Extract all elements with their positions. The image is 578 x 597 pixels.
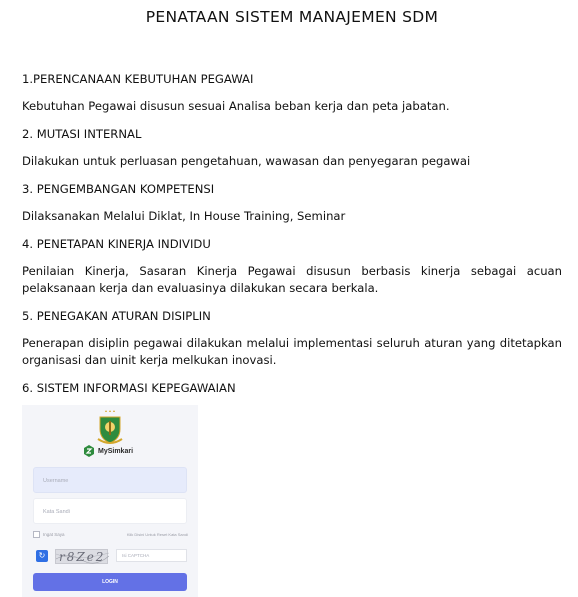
remember-checkbox[interactable] (33, 531, 40, 538)
section-text-mutasi: Dilakukan untuk perluasan pengetahuan, wawasan dan penyegaran pegawai (22, 154, 471, 168)
section-heading-mutasi: 2. MUTASI INTERNAL (22, 127, 142, 141)
section-heading-kinerja: 4. PENETAPAN KINERJA INDIVIDU (22, 237, 211, 251)
section-heading-sistem-informasi: 6. SISTEM INFORMASI KEPEGAWAIAN (22, 381, 236, 395)
section-text-kinerja: Penilaian Kinerja, Sasaran Kinerja Pegawai disusun berbasis kinerja sebagai acuan pelaksanaan kerja dan evaluasinya dilakukan secara berkala. (22, 264, 562, 295)
refresh-captcha-icon[interactable]: ↻ (36, 550, 48, 562)
captcha-input[interactable]: Isi CAPTCHA (116, 549, 187, 562)
captcha-text: r8Ze2 (59, 550, 106, 564)
captcha-image (55, 549, 108, 564)
mysimkari-logo-icon (84, 445, 94, 457)
remember-me[interactable] (33, 531, 65, 538)
section-heading-perencanaan: 1.PERENCANAAN KEBUTUHAN PEGAWAI (22, 72, 254, 86)
section-heading-disiplin: 5. PENEGAKAN ATURAN DISIPLIN (22, 309, 211, 323)
username-field[interactable]: Username (33, 467, 187, 493)
brand (84, 445, 133, 457)
section-heading-kompetensi: 3. PENGEMBANGAN KOMPETENSI (22, 182, 215, 196)
section-text-disiplin: Penerapan disiplin pegawai dilakukan melalui implementasi seluruh aturan yang ditetapkan organisasi dan uinit kerja melkukan inovasi. (22, 336, 562, 367)
login-button[interactable]: LOGIN (33, 573, 187, 591)
brand-name: MySimkari (98, 447, 134, 455)
remember-label: Ingat Saya (43, 532, 65, 537)
password-field[interactable]: Kata Sandi (33, 498, 187, 524)
page-title: PENATAAN SISTEM MANAJEMEN SDM (145, 8, 439, 26)
kejaksaan-emblem-icon (96, 409, 124, 447)
section-text-kompetensi: Dilaksanakan Melalui Diklat, In House Training, Seminar (22, 209, 346, 223)
reset-password-link[interactable]: Klik Disini Untuk Reset Kata Sandi (126, 532, 188, 537)
login-screenshot (22, 405, 198, 597)
section-text-perencanaan: Kebutuhan Pegawai disusun sesuai Analisa beban kerja dan peta jabatan. (22, 99, 450, 113)
